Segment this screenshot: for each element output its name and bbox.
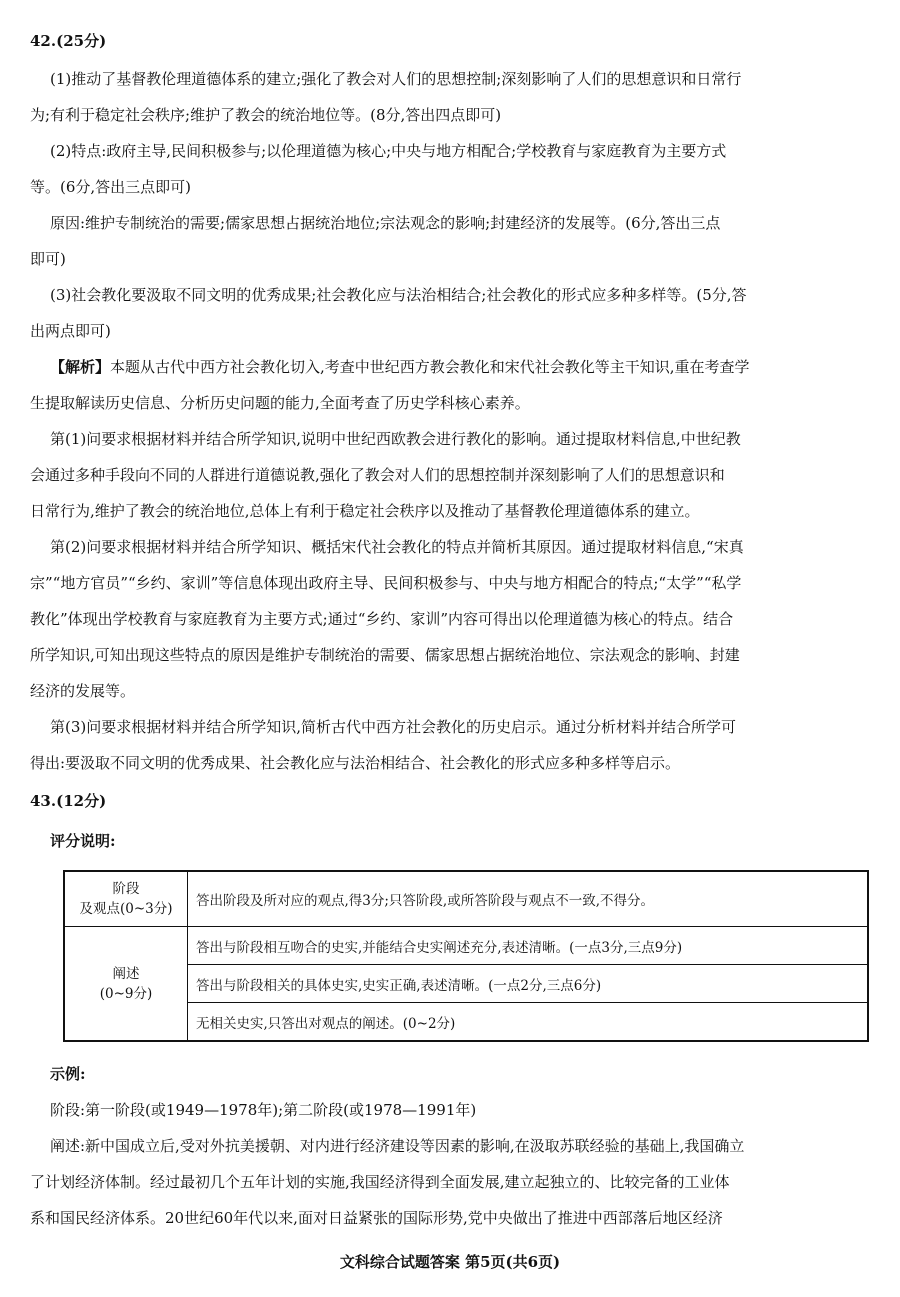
q42-answer-line: (3)社会教化要汲取不同文明的优秀成果;社会教化应与法治相结合;社会教化的形式应多种多样等。(5分,答 — [50, 286, 747, 304]
example-title: 示例: — [50, 1065, 86, 1083]
rubric-title: 评分说明: — [50, 832, 116, 850]
example-line: 系和国民经济体系。20世纪60年代以来,面对日益紧张的国际形势,党中央做出了推进中西部落后地区经济 — [30, 1209, 723, 1227]
q42-analysis-line: 教化”体现出学校教育与家庭教育为主要方式;通过“乡约、家训”内容可得出以伦理道德为核心的特点。结合 — [30, 610, 734, 628]
q42-analysis-line: 所学知识,可知出现这些特点的原因是维护专制统治的需要、儒家思想占据统治地位、宗法观念的影响、封建 — [30, 646, 740, 664]
rubric-row — [64, 927, 868, 965]
q42-analysis-line: 日常行为,维护了教会的统治地位,总体上有利于稳定社会秩序以及推动了基督教伦理道德体系的建立。 — [30, 502, 700, 520]
rubric-category-elaboration — [64, 927, 188, 1042]
rubric-category-points: 及观点(0~3分) — [79, 901, 173, 917]
q42-answer-line: 出两点即可) — [30, 322, 111, 340]
example-line: 了计划经济体制。经过最初几个五年计划的实施,我国经济得到全面发展,建立起独立的、比较完备的工业体 — [30, 1173, 730, 1191]
q42-analysis-line: 经济的发展等。 — [30, 682, 136, 700]
q42-analysis-line: 第(1)问要求根据材料并结合所学知识,说明中世纪西欧教会进行教化的影响。通过提取材料信息,中世纪教 — [50, 430, 741, 448]
q42-analysis-line: 生提取解读历史信息、分析历史问题的能力,全面考查了历史学科核心素养。 — [30, 394, 530, 412]
rubric-category-label: 阐述 — [112, 965, 140, 982]
rubric-row — [64, 871, 868, 927]
q42-analysis-line: 宗”“地方官员”“乡约、家训”等信息体现出政府主导、民间积极参与、中央与地方相配合的特点;“太学”“私学 — [30, 574, 742, 592]
q42-answer-line: 等。(6分,答出三点即可) — [30, 178, 192, 196]
q42-answer-line: (1)推动了基督教伦理道德体系的建立;强化了教会对人们的思想控制;深刻影响了人们的思想意识和日常行 — [50, 70, 742, 88]
rubric-criterion: 答出与阶段相互吻合的史实,并能结合史实阐述充分,表述清晰。(一点3分,三点9分) — [188, 927, 869, 965]
q42-answer-line: 原因:维护专制统治的需要;儒家思想占据统治地位;宗法观念的影响;封建经济的发展等。(6分,答出三点 — [50, 214, 721, 232]
rubric-criterion: 答出阶段及所对应的观点,得3分;只答阶段,或所答阶段与观点不一致,不得分。 — [188, 871, 869, 927]
q42-analysis-line: 第(3)问要求根据材料并结合所学知识,简析古代中西方社会教化的历史启示。通过分析材料并结合所学可 — [50, 718, 737, 736]
q42-analysis-line: 会通过多种手段向不同的人群进行道德说教,强化了教会对人们的思想控制并深刻影响了人们的思想意识和 — [30, 466, 725, 484]
rubric-criterion: 答出与阶段相关的具体史实,史实正确,表述清晰。(一点2分,三点6分) — [188, 965, 869, 1003]
rubric-category-points: (0~9分) — [99, 985, 153, 1002]
example-line: 阐述:新中国成立后,受对外抗美援朝、对内进行经济建设等因素的影响,在汲取苏联经验的基础上,我国确立 — [50, 1137, 745, 1155]
analysis-tag: 【解析】 — [50, 358, 111, 376]
scoring-rubric-table — [63, 870, 869, 1042]
question-42-heading: 42.(25分) — [30, 32, 107, 50]
analysis-text: 本题从古代中西方社会教化切入,考查中世纪西方教会教化和宋代社会教化等主干知识,重在考查学 — [110, 358, 750, 376]
q42-answer-line: 为;有利于稳定社会秩序;维护了教会的统治地位等。(8分,答出四点即可) — [30, 106, 502, 124]
rubric-criterion: 无相关史实,只答出对观点的阐述。(0~2分) — [188, 1003, 869, 1042]
q42-analysis-paragraph — [50, 356, 878, 378]
q42-answer-line: (2)特点:政府主导,民间积极参与;以伦理道德为核心;中央与地方相配合;学校教育与家庭教育为主要方式 — [50, 142, 727, 160]
q42-analysis-line: 第(2)问要求根据材料并结合所学知识、概括宋代社会教化的特点并简析其原因。通过提取材料信息,“宋真 — [50, 538, 744, 556]
q42-answer-line: 即可) — [30, 250, 66, 268]
example-line: 阶段:第一阶段(或1949—1978年);第二阶段(或1978—1991年) — [50, 1101, 477, 1119]
page-footer: 文科综合试题答案 第5页(共6页) — [339, 1253, 561, 1271]
q42-analysis-line: 得出:要汲取不同文明的优秀成果、社会教化应与法治相结合、社会教化的形式应多种多样等启示。 — [30, 754, 681, 772]
rubric-category-label: 阶段 — [112, 881, 140, 897]
question-43-heading: 43.(12分) — [30, 792, 107, 810]
rubric-category-stage — [64, 871, 188, 927]
